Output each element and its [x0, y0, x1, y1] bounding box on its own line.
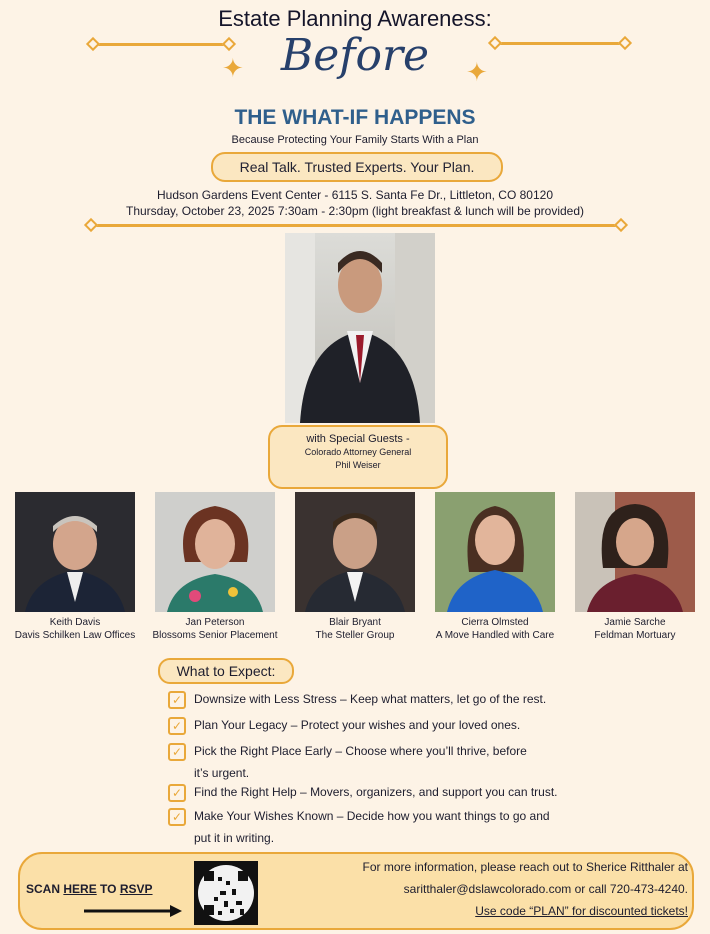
guest-photo	[285, 233, 435, 423]
scan-word: SCAN	[26, 882, 61, 896]
scan-rsvp-label	[26, 882, 153, 896]
subtitle: THE WHAT-IF HAPPENS	[234, 106, 476, 129]
speaker-photo	[295, 492, 415, 612]
speaker-org: A Move Handled with Care	[435, 630, 555, 641]
expect-heading: What to Expect:	[158, 658, 294, 684]
speaker-name: Keith Davis	[49, 617, 101, 628]
guest-line2: Colorado Attorney General	[304, 447, 412, 457]
speaker-photo	[155, 492, 275, 612]
rsvp-link[interactable]: RSVP	[119, 882, 153, 896]
speaker-name: Jamie Sarche	[604, 617, 666, 628]
speaker-org: Davis Schilken Law Offices	[14, 630, 136, 641]
checkbox-icon: ✓	[168, 691, 186, 709]
expect-item-text: Plan Your Legacy – Protect your wishes and your loved ones.	[194, 718, 521, 732]
speaker-name: Cierra Olmsted	[461, 617, 529, 628]
checkbox-icon: ✓	[168, 808, 186, 826]
expect-item-text-cont: it’s urgent.	[194, 766, 250, 780]
here-link[interactable]: HERE	[63, 882, 97, 896]
qr-code[interactable]	[194, 861, 258, 925]
speaker-photo	[435, 492, 555, 612]
expect-item-text: Find the Right Help – Movers, organizers, and support you can trust.	[194, 785, 558, 799]
checkbox-icon: ✓	[168, 717, 186, 735]
speaker-name: Blair Bryant	[329, 617, 381, 628]
speaker-caption	[5, 616, 145, 642]
speaker-caption	[565, 616, 705, 642]
speaker-org: Feldman Mortuary	[594, 630, 676, 641]
speaker-org: The Steller Group	[315, 630, 395, 641]
speaker-caption	[145, 616, 285, 642]
ornament-dot	[84, 218, 98, 232]
venue-location: Hudson Gardens Event Center - 6115 S. Santa Fe Dr., Littleton, CO 80120	[157, 188, 553, 202]
expect-item	[168, 740, 588, 784]
tagline: Because Protecting Your Family Starts With a Plan	[231, 134, 479, 146]
sparkle-icon: ✦	[466, 58, 488, 88]
expect-item-text: Pick the Right Place Early – Choose where you’ll thrive, before	[194, 744, 527, 758]
expect-item	[168, 805, 588, 849]
info-line1: For more information, please reach out to Sherice Ritthaler at	[362, 860, 688, 874]
expect-item	[168, 781, 588, 803]
info-line2: saritthaler@dslawcolorado.com or call 720-473-4240.	[403, 882, 688, 896]
ornament-line	[90, 224, 620, 227]
expect-item	[168, 688, 588, 710]
speaker-photo	[575, 492, 695, 612]
contact-info	[288, 856, 688, 922]
script-title: Before	[280, 30, 430, 81]
sparkle-icon: ✦	[222, 54, 244, 84]
speaker-name: Jan Peterson	[185, 617, 245, 628]
speaker-caption	[285, 616, 425, 642]
ornament-dot	[614, 218, 628, 232]
expect-item-text: Downsize with Less Stress – Keep what matters, let go of the rest.	[194, 692, 547, 706]
tagline-pill: Real Talk. Trusted Experts. Your Plan.	[211, 152, 503, 182]
guest-line1: with Special Guests -	[306, 433, 410, 445]
venue-datetime: Thursday, October 23, 2025 7:30am - 2:30pm (light breakfast & lunch will be provided)	[125, 204, 584, 218]
guest-line3: Phil Weiser	[335, 460, 381, 470]
speaker-caption	[425, 616, 565, 642]
flyer-title: Estate Planning Awareness:	[218, 6, 492, 31]
to-word: TO	[100, 882, 117, 896]
arrow-right-icon	[84, 904, 184, 918]
checkbox-icon: ✓	[168, 743, 186, 761]
speaker-photo	[15, 492, 135, 612]
expect-item	[168, 714, 588, 736]
speaker-org: Blossoms Senior Placement	[152, 630, 278, 641]
expect-item-text: Make Your Wishes Known – Decide how you want things to go and	[194, 809, 550, 823]
expect-item-text-cont: put it in writing.	[194, 831, 275, 845]
discount-code: Use code “PLAN” for discounted tickets!	[475, 904, 688, 918]
special-guest-box	[268, 425, 448, 489]
checkbox-icon: ✓	[168, 784, 186, 802]
